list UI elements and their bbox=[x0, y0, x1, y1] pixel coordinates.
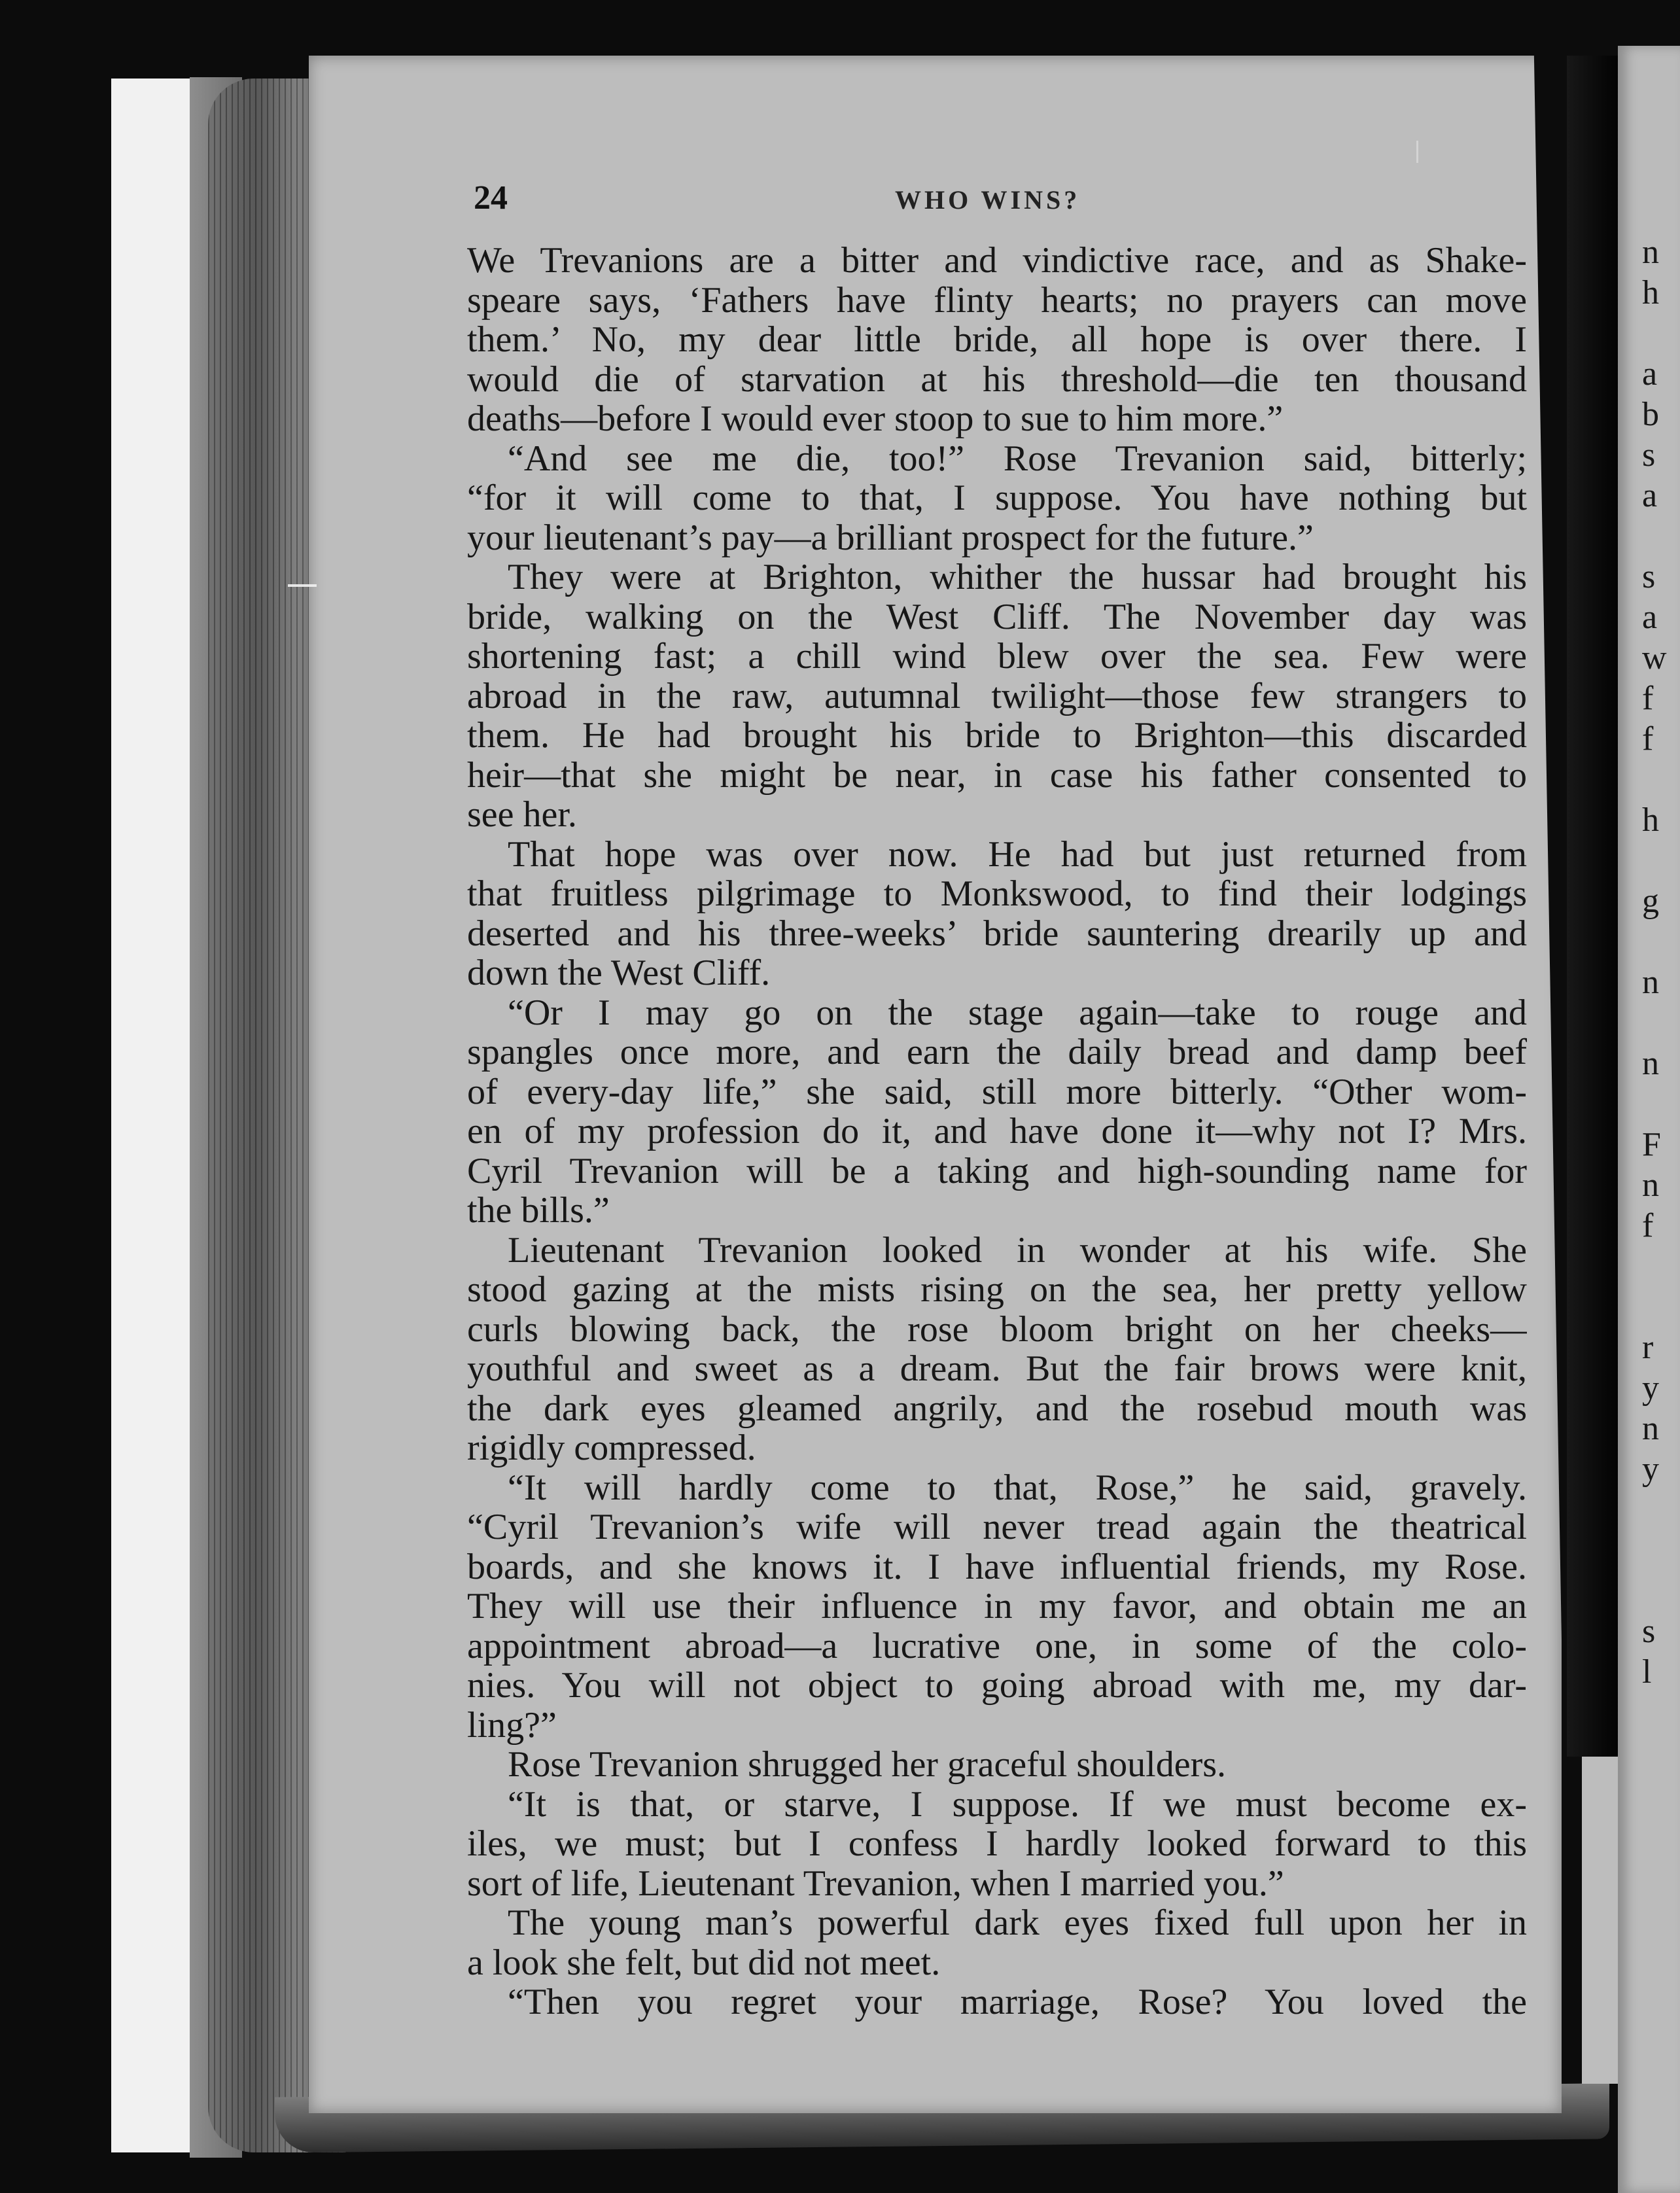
text-line: the dark eyes gleamed angrily, and the rosebud mouth was bbox=[467, 1388, 1527, 1428]
adjacent-page-fragment: a bbox=[1642, 477, 1658, 514]
adjacent-page-fragment bbox=[1642, 1855, 1680, 1868]
adjacent-page-fragment bbox=[1642, 841, 1680, 881]
adjacent-page-fragment: y bbox=[1642, 1369, 1659, 1407]
text-line: iles, we must; but I confess I hardly looked forward to this bbox=[467, 1824, 1527, 1864]
text-line: “Cyril Trevanion’s wife will never tread again the theatrical bbox=[467, 1507, 1527, 1547]
adjacent-page-fragment: a bbox=[1642, 355, 1658, 393]
text-line: of every-day life,” she said, still more bitterly. “Other wom- bbox=[467, 1072, 1527, 1112]
book-gutter-shadow bbox=[1567, 56, 1618, 1757]
text-line: boards, and she knows it. I have influential friends, my Rose. bbox=[467, 1547, 1527, 1587]
adjacent-page-fragment bbox=[1642, 1084, 1680, 1125]
adjacent-page-fragment: r bbox=[1642, 1329, 1654, 1366]
scan-mark-left-margin bbox=[288, 584, 317, 587]
adjacent-page-fragment bbox=[1642, 760, 1680, 800]
running-title: WHO WINS? bbox=[895, 185, 1081, 215]
adjacent-page-fragment bbox=[1642, 1287, 1680, 1327]
adjacent-page-fragment: n bbox=[1642, 1167, 1659, 1204]
adjacent-page-fragment bbox=[1642, 1246, 1680, 1287]
left-scan-margin bbox=[111, 79, 190, 2152]
page-body-text bbox=[467, 241, 1527, 2022]
page-number: 24 bbox=[474, 179, 508, 217]
text-line: youthful and sweet as a dream. But the fair brows were knit, bbox=[467, 1349, 1527, 1389]
text-line: speare says, ‘Fathers have flinty hearts; no prayers can move bbox=[467, 280, 1527, 320]
scan-mark-top-right bbox=[1416, 141, 1418, 163]
text-line: stood gazing at the mists rising on the sea, her pretty yellow bbox=[467, 1270, 1527, 1310]
adjacent-page-fragment: n bbox=[1642, 1045, 1659, 1082]
text-line: rigidly compressed. bbox=[467, 1428, 756, 1468]
adjacent-page-fragment: h bbox=[1642, 274, 1659, 311]
text-line: see her. bbox=[467, 795, 577, 835]
text-line: They will use their influence in my favor, and obtain me an bbox=[467, 1587, 1527, 1626]
adjacent-page-fragment: g bbox=[1642, 883, 1659, 920]
adjacent-page-fragment: s bbox=[1642, 558, 1656, 595]
text-line: Cyril Trevanion will be a taking and high-sounding name for bbox=[467, 1151, 1527, 1191]
adjacent-page-fragment: a bbox=[1642, 599, 1658, 636]
adjacent-page-fragment bbox=[1642, 1571, 1680, 1611]
text-line: sort of life, Lieutenant Trevanion, when I married you.” bbox=[467, 1863, 1284, 1903]
text-line: Lieutenant Trevanion looked in wonder at his wife. She bbox=[508, 1230, 1527, 1270]
text-line: “And see me die, too!” Rose Trevanion said, bitterly; bbox=[508, 438, 1527, 478]
text-line: “Then you regret your marriage, Rose? You loved the bbox=[508, 1982, 1527, 2022]
adjacent-page-fragment bbox=[1642, 313, 1680, 354]
text-line: “Or I may go on the stage again—take to rouge and bbox=[508, 992, 1527, 1032]
text-line: deaths—before I would ever stoop to sue to him more.” bbox=[467, 399, 1284, 439]
adjacent-page-fragment bbox=[1642, 1693, 1680, 1733]
adjacent-page-fragment: w bbox=[1642, 639, 1667, 676]
adjacent-page-fragment: y bbox=[1642, 1450, 1659, 1488]
adjacent-page-fragment: F bbox=[1642, 1126, 1661, 1163]
text-line: would die of starvation at his threshold—die ten thousand bbox=[467, 359, 1527, 399]
text-line: heir—that she might be near, in case his father consented to bbox=[467, 755, 1527, 795]
adjacent-page-fragment: h bbox=[1642, 801, 1659, 839]
adjacent-page-fragment bbox=[1642, 1003, 1680, 1044]
adjacent-page-fragment: b bbox=[1642, 396, 1659, 433]
text-line: That hope was over now. He had but just returned from bbox=[508, 834, 1527, 874]
text-line: your lieutenant’s pay—a brilliant prospect for the future.” bbox=[467, 518, 1314, 557]
adjacent-page-fragment: s bbox=[1642, 436, 1656, 474]
text-line: spangles once more, and earn the daily bread and damp beef bbox=[467, 1032, 1527, 1072]
text-line: “It will hardly come to that, Rose,” he said, gravely. bbox=[508, 1467, 1527, 1507]
text-line: “It is that, or starve, I suppose. If we must become ex- bbox=[508, 1784, 1527, 1824]
text-line: that fruitless pilgrimage to Monkswood, to find their lodgings bbox=[467, 874, 1527, 914]
adjacent-page-fragment bbox=[1642, 1774, 1680, 1814]
text-line: appointment abroad—a lucrative one, in some of the colo- bbox=[467, 1626, 1527, 1666]
text-line: curls blowing back, the rose bloom bright on her cheeks— bbox=[467, 1309, 1527, 1349]
adjacent-page-fragment bbox=[1642, 1733, 1680, 1774]
text-line: deserted and his three-weeks’ bride sauntering drearily up and bbox=[467, 913, 1527, 953]
page-lower-right-flap bbox=[1582, 1737, 1618, 2084]
adjacent-page-fragment bbox=[1642, 1814, 1680, 1855]
adjacent-page-fragment: f bbox=[1642, 680, 1654, 717]
adjacent-page-fragment: f bbox=[1642, 1207, 1654, 1244]
text-line: down the West Cliff. bbox=[467, 953, 771, 993]
text-line: ling?” bbox=[467, 1705, 557, 1745]
adjacent-page-fragment: l bbox=[1642, 1653, 1652, 1691]
text-line: They were at Brighton, whither the hussar had brought his bbox=[508, 557, 1527, 597]
text-line: abroad in the raw, autumnal twilight—those few strangers to bbox=[467, 676, 1527, 716]
adjacent-page-fragment bbox=[1642, 1490, 1680, 1530]
text-line: The young man’s powerful dark eyes fixed full upon her in bbox=[508, 1903, 1527, 1943]
text-line: a look she felt, but did not meet. bbox=[467, 1942, 941, 1982]
text-line: We Trevanions are a bitter and vindictive race, and as Shake- bbox=[467, 241, 1527, 281]
adjacent-page-text-fragments bbox=[1642, 232, 1680, 1868]
text-line: “for it will come to that, I suppose. You have nothing but bbox=[467, 478, 1527, 518]
text-line: nies. You will not object to going abroad with me, my dar- bbox=[467, 1666, 1527, 1706]
adjacent-page-fragment: f bbox=[1642, 720, 1654, 758]
adjacent-page-fragment: n bbox=[1642, 964, 1659, 1001]
text-line: them. He had brought his bride to Brighton—this discarded bbox=[467, 716, 1527, 756]
text-line: Rose Trevanion shrugged her graceful shoulders. bbox=[508, 1745, 1227, 1785]
text-line: the bills.” bbox=[467, 1191, 610, 1231]
text-line: bride, walking on the West Cliff. The November day was bbox=[467, 597, 1527, 637]
text-line: them.’ No, my dear little bride, all hope is over there. I bbox=[467, 320, 1527, 360]
text-line: en of my profession do it, and have done it—why not I? Mrs. bbox=[467, 1112, 1527, 1151]
adjacent-page-fragment: n bbox=[1642, 1410, 1659, 1447]
adjacent-page-fragment bbox=[1642, 1530, 1680, 1571]
adjacent-page-fragment: s bbox=[1642, 1613, 1656, 1650]
text-line: shortening fast; a chill wind blew over the sea. Few were bbox=[467, 637, 1527, 676]
adjacent-page-fragment bbox=[1642, 516, 1680, 557]
adjacent-page-fragment bbox=[1642, 922, 1680, 962]
adjacent-page-fragment: n bbox=[1642, 234, 1659, 271]
